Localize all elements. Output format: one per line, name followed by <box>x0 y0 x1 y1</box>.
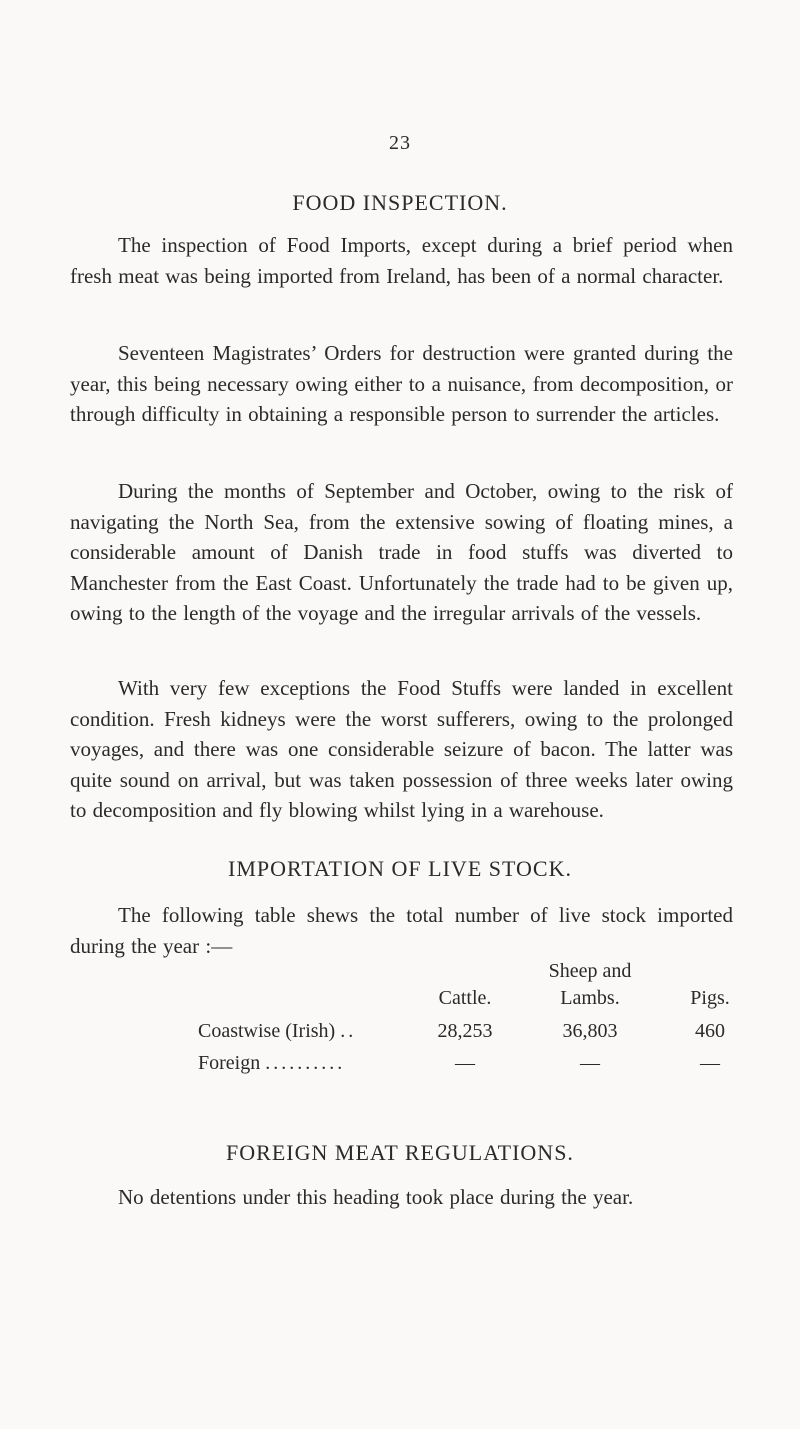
table-header-row-1 <box>0 960 800 990</box>
food-inspection-heading: FOOD INSPECTION. <box>292 190 508 215</box>
column-header-sheep-line1: Sheep and <box>548 960 632 982</box>
paragraph-food-condition: With very few exceptions the Food Stuffs were landed in excellent condition. Fresh kidneys were the worst sufferers, owing to the prolonged voyages, and there was one considerable seizure of bacon. The latter was quite sound on arrival, but was taken possession of three weeks later owing to decomposition and fly blowing whilst lying in a warehouse. <box>70 676 733 822</box>
cell-cattle: — <box>455 1052 475 1074</box>
column-header-cattle: Cattle. <box>438 987 492 1009</box>
table-row <box>0 1020 800 1050</box>
foreign-meat-heading: FOREIGN MEAT REGULATIONS. <box>226 1140 574 1165</box>
column-header-sheep-line2: Lambs. <box>560 987 620 1009</box>
live-stock-heading: IMPORTATION OF LIVE STOCK. <box>228 856 572 881</box>
page-number: 23 <box>389 132 411 154</box>
column-header-pigs: Pigs. <box>690 987 730 1009</box>
row-label: Foreign .......... <box>198 1052 346 1074</box>
cell-pigs: 460 <box>695 1020 725 1042</box>
cell-cattle: 28,253 <box>437 1020 493 1042</box>
table-row <box>0 1052 800 1082</box>
cell-pigs: — <box>700 1052 720 1074</box>
live-stock-intro: The following table shews the total number of live stock imported during the year :— <box>70 903 733 958</box>
paragraph-danish-trade: During the months of September and October, owing to the risk of navigating the North Sea, from the extensive sowing of floating mines, a considerable amount of Danish trade in food stuffs was diverted to Manchester from the East Coast. Unfortunately the trade had to be given up, owing to the length of the voyage and the irregular arrivals of the vessels. <box>70 479 733 625</box>
paragraph-magistrates-orders: Seventeen Magistrates’ Orders for destruction were granted during the year, this being necessary owing either to a nuisance, from decomposition, or through difficulty in obtaining a responsible person to surrender the articles. <box>70 341 733 426</box>
paragraph-food-imports: The inspection of Food Imports, except during a brief period when fresh meat was being imported from Ireland, has been of a normal character. <box>70 233 733 288</box>
cell-sheep: — <box>580 1052 600 1074</box>
foreign-meat-text: No detentions under this heading took place during the year. <box>118 1185 634 1209</box>
row-label: Coastwise (Irish) .. <box>198 1020 357 1042</box>
cell-sheep: 36,803 <box>562 1020 618 1042</box>
table-header-row-2 <box>0 987 800 1017</box>
